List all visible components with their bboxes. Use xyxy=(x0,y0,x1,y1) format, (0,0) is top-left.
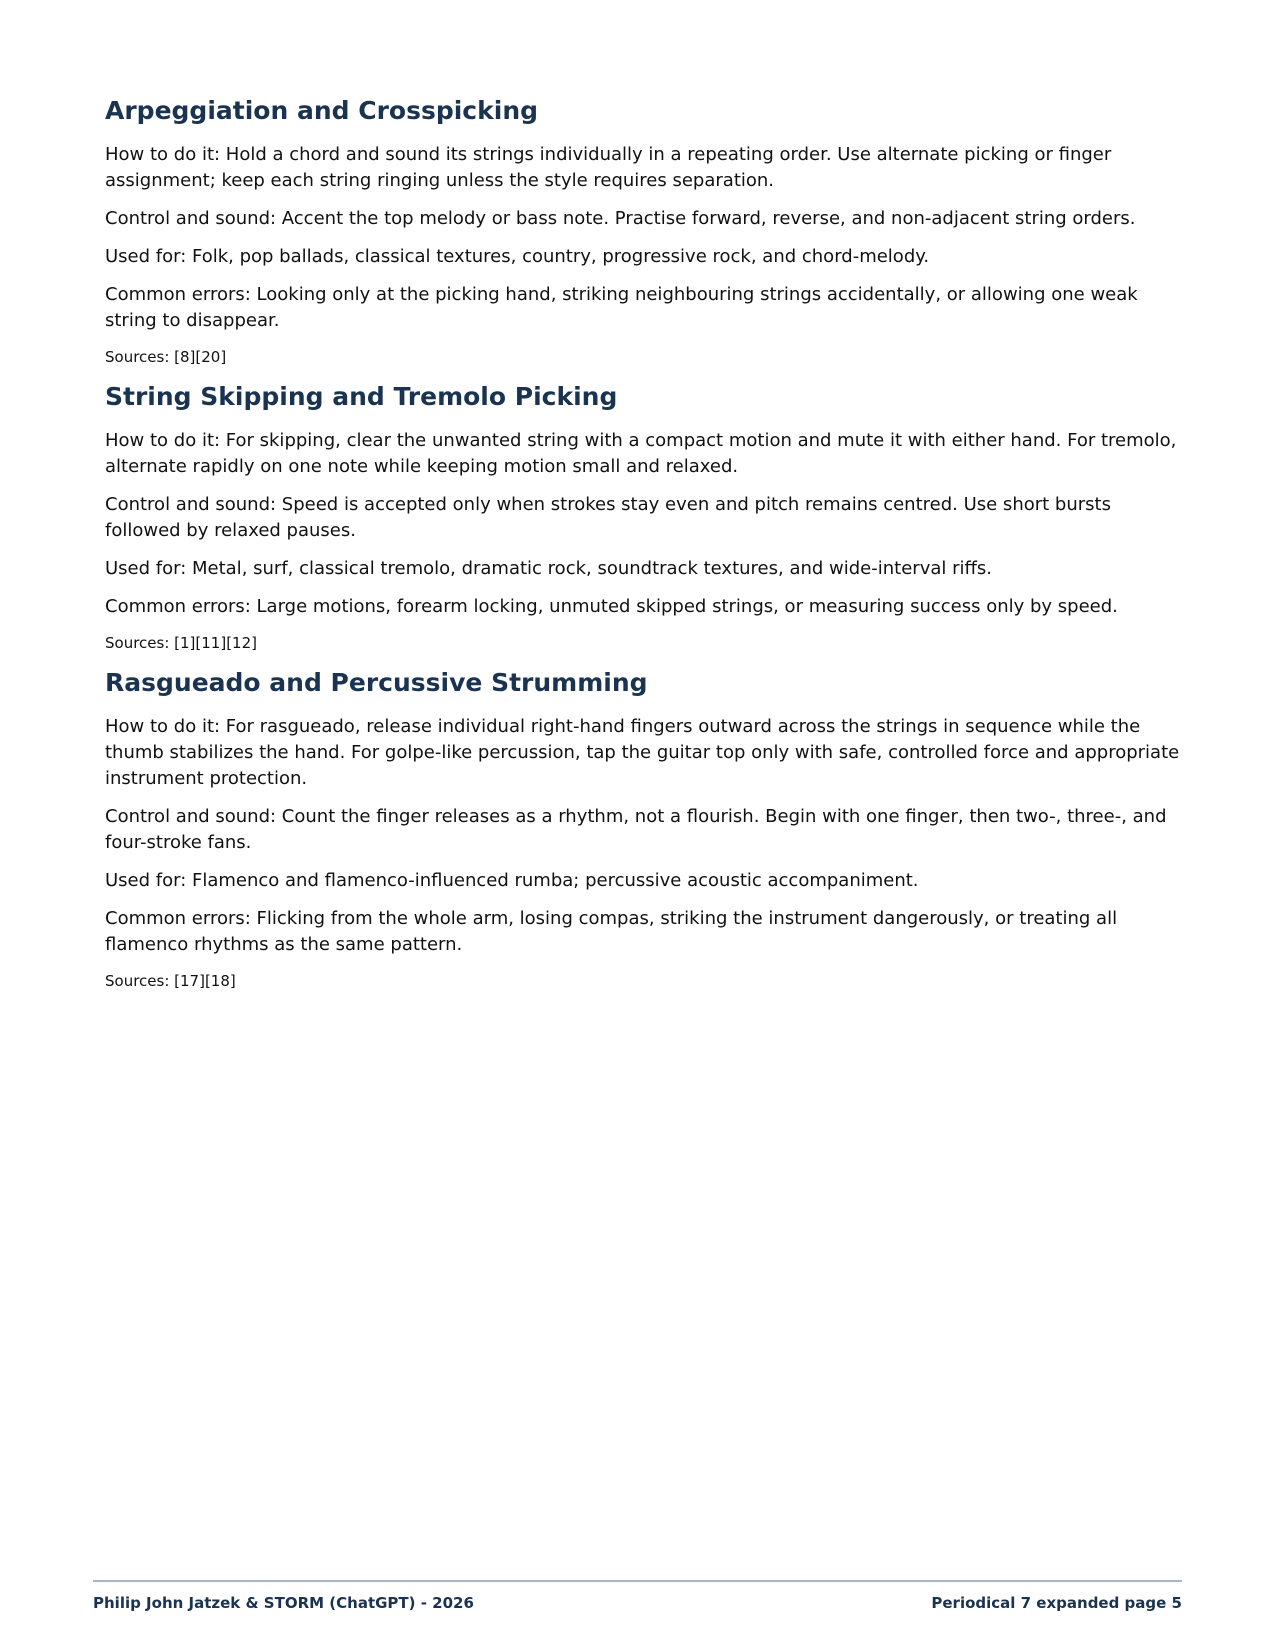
used-for-paragraph: Used for: Folk, pop ballads, classical textures, country, progressive rock, and chord-melody. xyxy=(105,246,930,267)
section-heading: Rasgueado and Percussive Strumming xyxy=(105,668,648,697)
section-rasgueado xyxy=(105,664,1185,992)
section-arpeggiation xyxy=(105,92,1185,368)
sources-line: Sources: [8][20] xyxy=(105,348,227,366)
sources-line: Sources: [1][11][12] xyxy=(105,634,257,652)
footer-divider xyxy=(93,1580,1182,1582)
common-errors-paragraph: Common errors: Large motions, forearm locking, unmuted skipped strings, or measuring success only by speed. xyxy=(105,596,1118,617)
footer-page-label: Periodical 7 expanded page 5 xyxy=(931,1594,1182,1612)
page-footer xyxy=(93,1594,1182,1612)
how-to-paragraph: How to do it: For rasgueado, release individual right-hand fingers outward across the strings in sequence while the thumb stabilizes the hand. For golpe-like percussion, tap the guitar top only with safe, controlled force and appropriate instrument protection. xyxy=(105,716,1180,789)
section-heading: Arpeggiation and Crosspicking xyxy=(105,96,539,125)
footer-author: Philip John Jatzek & STORM (ChatGPT) - 2026 xyxy=(93,1594,474,1612)
how-to-paragraph: How to do it: Hold a chord and sound its strings individually in a repeating order. Use alternate picking or finger assignment; keep each string ringing unless the style requires separation. xyxy=(105,144,1112,191)
section-string-skipping xyxy=(105,378,1185,654)
common-errors-paragraph: Common errors: Looking only at the picking hand, striking neighbouring strings accidentally, or allowing one weak string to disappear. xyxy=(105,284,1138,331)
used-for-paragraph: Used for: Flamenco and flamenco-influenced rumba; percussive acoustic accompaniment. xyxy=(105,870,919,891)
control-paragraph: Control and sound: Count the finger releases as a rhythm, not a flourish. Begin with one finger, then two-, three-, and four-stroke fans. xyxy=(105,806,1167,853)
control-paragraph: Control and sound: Speed is accepted only when strokes stay even and pitch remains centred. Use short bursts followed by relaxed pauses. xyxy=(105,494,1111,541)
used-for-paragraph: Used for: Metal, surf, classical tremolo, dramatic rock, soundtrack textures, and wide-interval riffs. xyxy=(105,558,993,579)
control-paragraph: Control and sound: Accent the top melody or bass note. Practise forward, reverse, and non-adjacent string orders. xyxy=(105,208,1136,229)
sources-line: Sources: [17][18] xyxy=(105,972,236,990)
common-errors-paragraph: Common errors: Flicking from the whole arm, losing compas, striking the instrument dangerously, or treating all flamenco rhythms as the same pattern. xyxy=(105,908,1118,955)
section-heading: String Skipping and Tremolo Picking xyxy=(105,382,618,411)
how-to-paragraph: How to do it: For skipping, clear the unwanted string with a compact motion and mute it with either hand. For tremolo, alternate rapidly on one note while keeping motion small and relaxed. xyxy=(105,430,1177,477)
page-content xyxy=(105,92,1185,1002)
